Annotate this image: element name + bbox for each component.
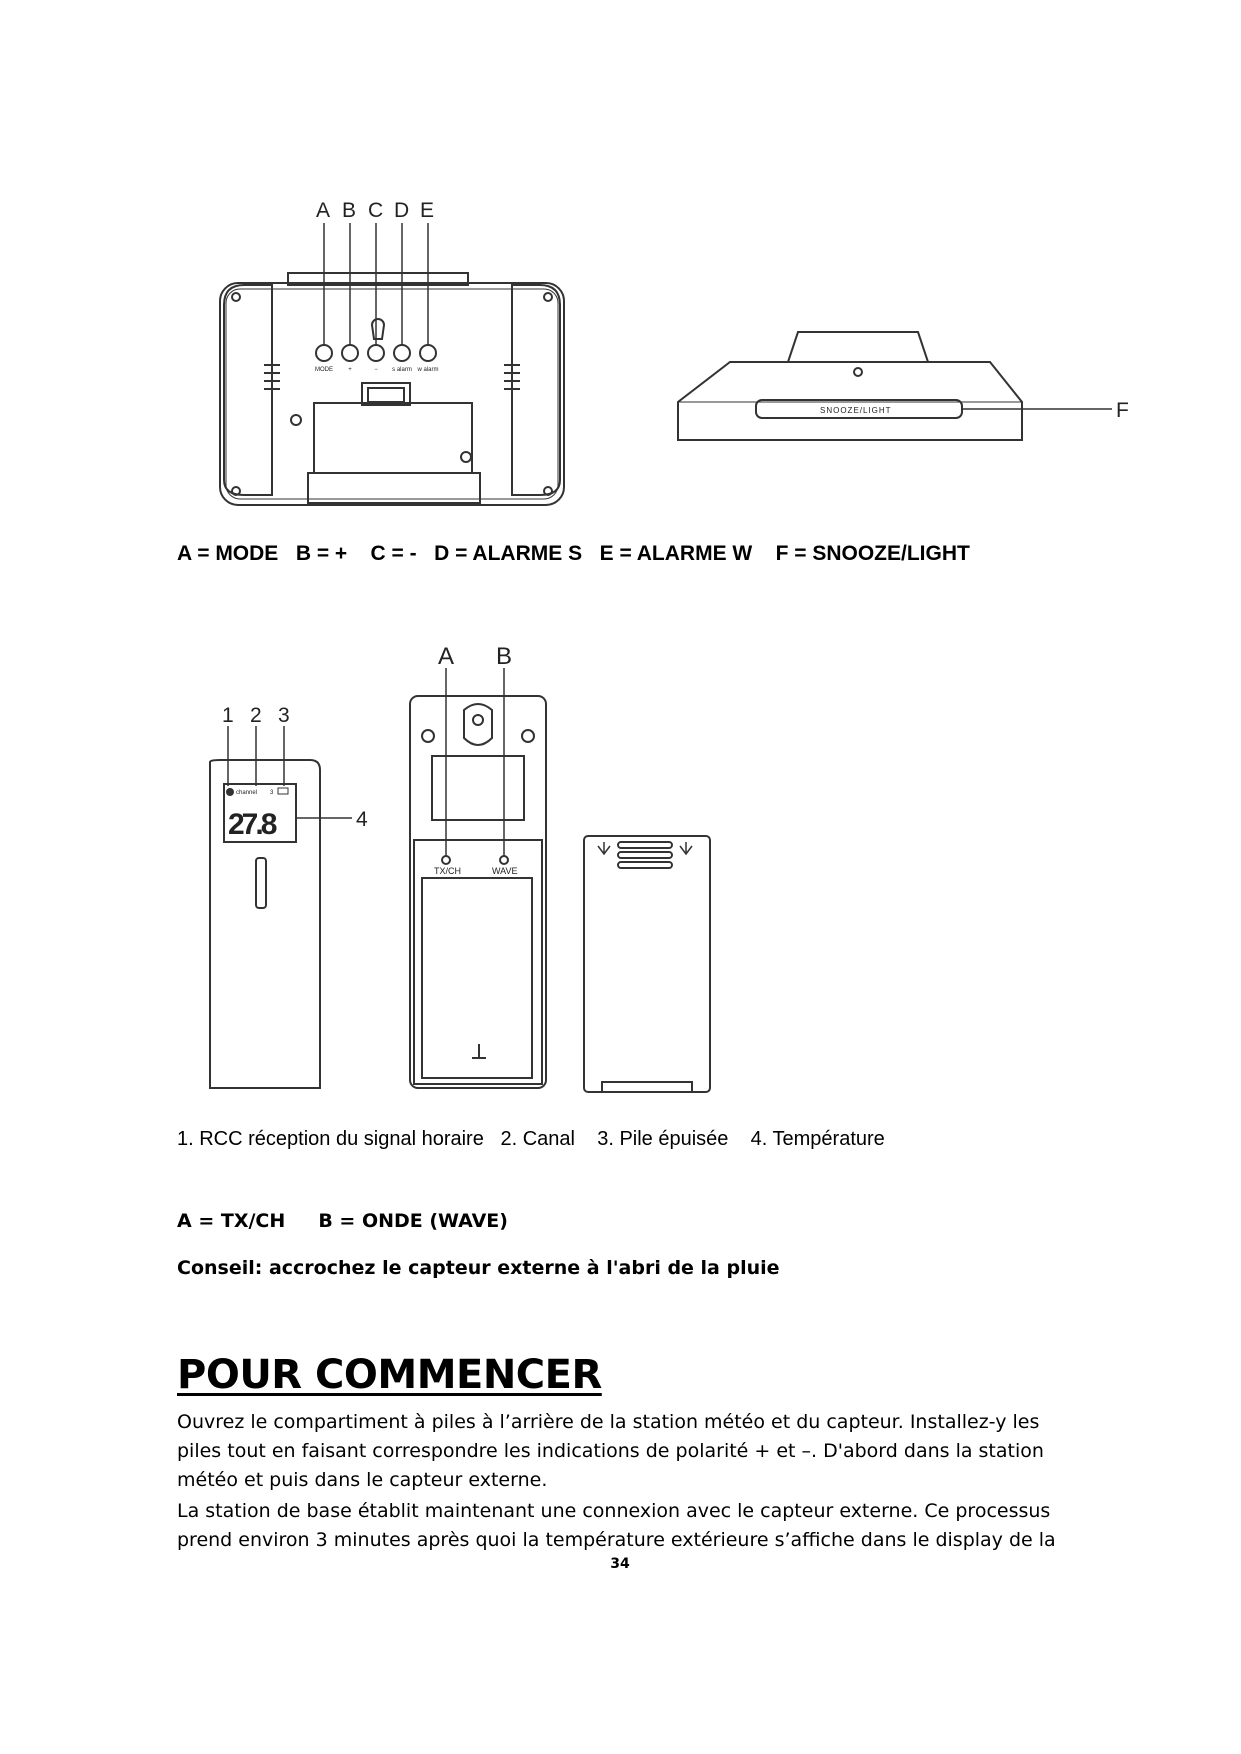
legend-sensor-buttons: A = TX/CH B = ONDE (WAVE) <box>177 1210 508 1232</box>
base-station-side-diagram <box>660 320 1160 480</box>
lcd-channel-text: channel <box>236 790 258 796</box>
callout-d: D <box>394 199 410 222</box>
callout-3: 3 <box>278 704 290 727</box>
callout-c: C <box>368 199 384 222</box>
button-label-mode: MODE <box>315 367 333 373</box>
callout-4: 4 <box>356 808 368 831</box>
button-label-minus: − <box>374 367 378 373</box>
callout-b: B <box>342 199 357 222</box>
button-label-plus: + <box>348 367 352 373</box>
battery-cover-diagram <box>580 830 720 1100</box>
callout-e: E <box>420 199 435 222</box>
legend-base-station: A = MODE B = + C = - D = ALARME S E = ALARME W F = SNOOZE/LIGHT <box>177 542 970 565</box>
snooze-light-label: SNOOZE/LIGHT <box>820 406 892 415</box>
page-number: 34 <box>610 1556 630 1572</box>
lcd-temperature: 27.8 <box>228 808 275 841</box>
base-station-back-diagram <box>200 195 620 535</box>
sensor-back-diagram <box>400 640 560 1100</box>
button-label-w-alarm: w alarm <box>417 367 439 373</box>
callout-1: 1 <box>222 704 234 727</box>
label-wave: WAVE <box>492 866 518 876</box>
callout-f: F <box>1116 399 1129 422</box>
tip-text: Conseil: accrochez le capteur externe à l'abri de la pluie <box>177 1257 780 1279</box>
callout-2: 2 <box>250 704 262 727</box>
callout-back-a: A <box>438 643 455 670</box>
callout-a: A <box>316 199 331 222</box>
button-label-s-alarm: s alarm <box>392 367 412 373</box>
paragraph-2: La station de base établit maintenant une connexion avec le capteur externe. Ce processus prend environ 3 minutes après quoi la température extérieure s’affiche dans le display de la <box>177 1500 1056 1551</box>
lcd-channel-number: 3 <box>270 790 274 796</box>
sensor-front-diagram <box>200 700 400 1100</box>
section-title: POUR COMMENCER <box>177 1352 602 1398</box>
label-tx-ch: TX/CH <box>434 866 461 876</box>
legend-sensor: 1. RCC réception du signal horaire 2. Canal 3. Pile épuisée 4. Température <box>177 1128 885 1150</box>
callout-back-b: B <box>496 643 513 670</box>
paragraph-1: Ouvrez le compartiment à piles à l’arrière de la station météo et du capteur. Installez-y les piles tout en faisant correspondre les indications de polarité + et –. D'abord dans la station météo et puis dans le capteur externe. <box>177 1411 1044 1491</box>
